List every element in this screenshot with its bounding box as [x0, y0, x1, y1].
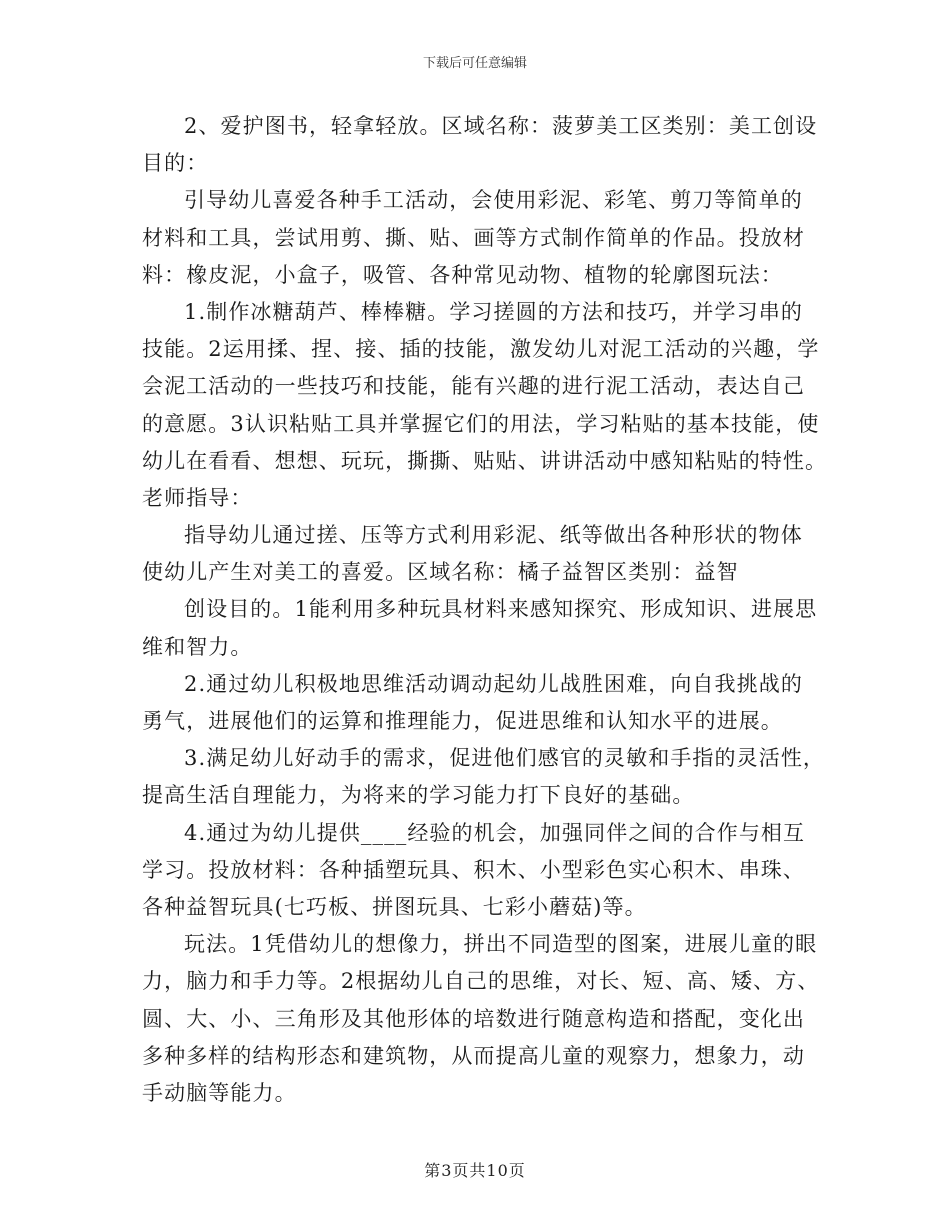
paragraph-line: 引导幼儿喜爱各种手工活动，会使用彩泥、彩笔、剪刀等简单的 — [184, 188, 803, 213]
paragraph-line: 会泥工活动的一些技巧和技能，能有兴趣的进行泥工活动，表达自己 — [142, 374, 805, 399]
paragraph-line: 的意愿。3认识粘贴工具并掌握它们的用法，学习粘贴的基本技能，使 — [142, 411, 820, 436]
paragraph-line: 力，脑力和手力等。2根据幼儿自己的思维，对长、短、高、矮、方、 — [142, 969, 820, 994]
paragraph-line: 各种益智玩具(七巧板、拼图玩具、七彩小蘑菇)等。 — [142, 894, 647, 919]
paragraph-line: 勇气，进展他们的运算和推理能力，促进思维和认知水平的进展。 — [142, 709, 783, 733]
paragraph-line: 2.通过幼儿积极地思维活动调动起幼儿战胜困难，向自我挑战的 — [184, 671, 803, 696]
paragraph-line: 学习。投放材料：各种插塑玩具、积木、小型彩色实心积木、串珠、 — [142, 857, 805, 882]
paragraph-line: 多种多样的结构形态和建筑物，从而提高儿童的观察力，想象力，动 — [142, 1043, 805, 1068]
paragraph-line: 圆、大、小、三角形及其他形体的培数进行随意构造和搭配，变化出 — [142, 1006, 805, 1031]
paragraph-line: 2、爱护图书，轻拿轻放。区域名称：菠萝美工区类别：美工创设 — [184, 114, 818, 138]
paragraph-line: 目的： — [142, 151, 209, 176]
paragraph-line: 使幼儿产生对美工的喜爱。区域名称：橘子益智区类别：益智 — [142, 560, 739, 585]
paragraph-line: 4.通过为幼儿提供____经验的机会，加强同伴之间的合作与相互 — [184, 820, 806, 845]
paragraph-line: 材料和工具，尝试用剪、撕、贴、画等方式制作简单的作品。投放材 — [142, 225, 805, 250]
paragraph-line: 玩法。1凭借幼儿的想像力，拼出不同造型的图案，进展儿童的眼 — [184, 932, 818, 957]
page-header: 下载后可任意编辑 — [422, 56, 527, 71]
paragraph-line: 创设目的。1能利用多种玩具材料来感知探究、形成知识、进展思 — [184, 597, 818, 622]
paragraph-line: 维和智力。 — [142, 634, 253, 659]
paragraph-line: 1.制作冰糖葫芦、棒棒糖。学习搓圆的方法和技巧，并学习串的 — [184, 299, 803, 324]
paragraph-line: 料：橡皮泥，小盒子，吸管、各种常见动物、植物的轮廓图玩法： — [142, 262, 783, 287]
paragraph-line: 老师指导： — [142, 485, 253, 510]
paragraph-line: 3.满足幼儿好动手的需求，促进他们感官的灵敏和手指的灵活性， — [184, 746, 826, 771]
paragraph-line: 指导幼儿通过搓、压等方式利用彩泥、纸等做出各种形状的物体 — [184, 523, 803, 548]
document-body — [142, 108, 828, 1112]
paragraph-line: 提高生活自理能力，为将来的学习能力打下良好的基础。 — [142, 783, 695, 808]
paragraph-line: 手动脑等能力。 — [142, 1080, 297, 1105]
page-number: 第3页共10页 — [424, 1161, 526, 1180]
paragraph-line: 技能。2运用揉、捏、接、插的技能，激发幼儿对泥工活动的兴趣，学 — [142, 337, 820, 362]
paragraph-line: 幼儿在看看、想想、玩玩，撕撕、贴贴、讲讲活动中感知粘贴的特性。 — [142, 448, 828, 473]
